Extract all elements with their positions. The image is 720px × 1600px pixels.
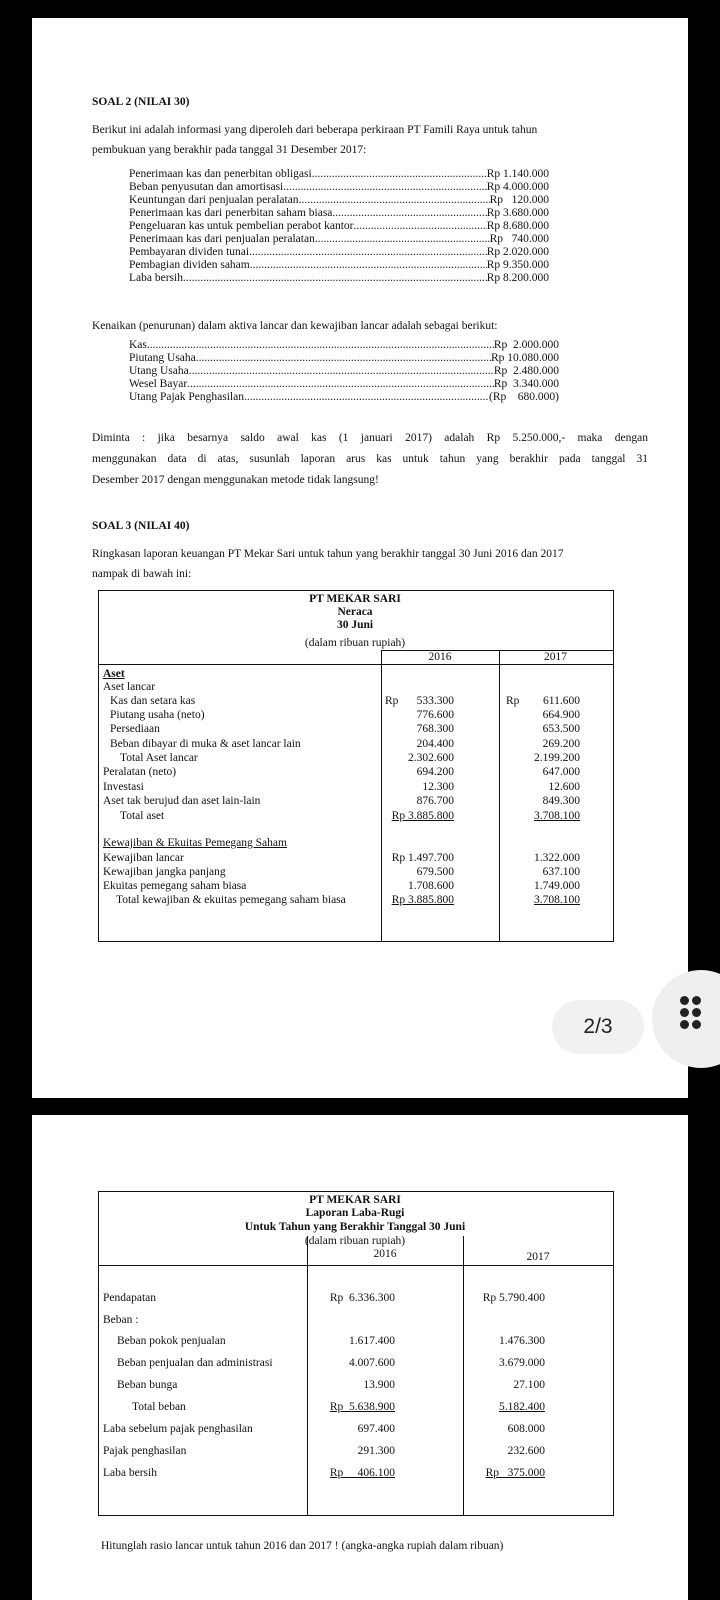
table-cell: 768.300 bbox=[416, 723, 454, 735]
table-row-label: Piutang usaha (neto) bbox=[110, 709, 205, 721]
table-cell: 5.182.400 bbox=[499, 1401, 545, 1413]
neraca-date: 30 Juni bbox=[336, 619, 374, 631]
list-item: Pembagian dividen saham ..... Rp 9.350.000 bbox=[129, 258, 549, 272]
labarugi-title: Laporan Laba-Rugi bbox=[305, 1207, 405, 1219]
table-cell: 1.617.400 bbox=[349, 1335, 395, 1347]
table-row-label: Total beban bbox=[132, 1401, 186, 1413]
list-item: Kas ..... Rp 2.000.000 bbox=[129, 338, 559, 352]
asset-lancar-label: Aset lancar bbox=[103, 681, 156, 693]
table-cell: 27.100 bbox=[513, 1379, 545, 1391]
table-row-label: Kas dan setara kas bbox=[110, 695, 196, 707]
page-indicator: 2/3 bbox=[552, 1000, 644, 1054]
table-cell: Rp 1.497.700 bbox=[391, 852, 454, 864]
table-cell: 291.300 bbox=[357, 1445, 395, 1457]
table-row-label: Pendapatan bbox=[103, 1292, 157, 1304]
table-row-label: Beban pokok penjualan bbox=[117, 1335, 226, 1347]
table-row-label: Peralatan (neto) bbox=[103, 766, 177, 778]
table-cell: 611.600 bbox=[543, 695, 580, 707]
table-cell: 12.600 bbox=[548, 781, 580, 793]
table-row-label: Beban penjualan dan administrasi bbox=[117, 1357, 273, 1369]
table-cell: 12.300 bbox=[422, 781, 454, 793]
changes-intro: Kenaikan (penurunan) dalam aktiva lancar dan kewajiban lancar adalah sebagai berikut: bbox=[92, 320, 498, 332]
soal2-intro-line1: Berikut ini adalah informasi yang diperoleh dari beberapa perkiraan PT Famili Raya untuk tahun bbox=[92, 124, 538, 136]
table-row-label: Investasi bbox=[103, 781, 144, 793]
table-row-label: Total Aset lancar bbox=[120, 752, 198, 764]
table-cell: 647.000 bbox=[542, 766, 580, 778]
table-cell: 653.500 bbox=[542, 723, 580, 735]
neraca-title: Neraca bbox=[337, 606, 373, 618]
table-cell: 4.007.600 bbox=[349, 1357, 395, 1369]
table-cell: Rp 5.790.400 bbox=[482, 1292, 545, 1304]
list-item: Utang Usaha ..... Rp 2.480.000 bbox=[129, 364, 559, 378]
table-cell: 1.322.000 bbox=[534, 852, 580, 864]
table-cell: 2.199.200 bbox=[534, 752, 580, 764]
table-cell: 3.679.000 bbox=[499, 1357, 545, 1369]
neraca-year-2016: 2016 bbox=[428, 651, 452, 663]
table-row-label: Aset tak berujud dan aset lain-lain bbox=[103, 795, 261, 807]
labarugi-company: PT MEKAR SARI bbox=[309, 1194, 401, 1206]
table-cell: 269.200 bbox=[542, 738, 580, 750]
table-cell: 776.600 bbox=[416, 709, 454, 721]
currency-label: Rp bbox=[506, 695, 520, 707]
table-cell: 1.476.300 bbox=[499, 1335, 545, 1347]
table-row-label: Kewajiban jangka panjang bbox=[103, 866, 226, 878]
dots-icon bbox=[680, 996, 689, 1005]
table-cell: 697.400 bbox=[357, 1423, 395, 1435]
list-item: Penerimaan kas dari penerbitan saham biasa ..... Rp 3.680.000 bbox=[129, 206, 549, 220]
table-cell: 664.900 bbox=[542, 709, 580, 721]
table-row-label: Ekuitas pemegang saham biasa bbox=[103, 880, 247, 892]
labarugi-year-2016: 2016 bbox=[373, 1248, 397, 1260]
table-cell: Rp 6.336.300 bbox=[329, 1292, 395, 1304]
table-cell: 608.000 bbox=[507, 1423, 545, 1435]
neraca-company: PT MEKAR SARI bbox=[309, 593, 401, 605]
list-item: Penerimaan kas dari penjualan peralatan ..... Rp 740.000 bbox=[129, 232, 549, 246]
table-row-label: Total kewajiban & ekuitas pemegang saham biasa bbox=[116, 894, 346, 906]
list-item: Pembayaran dividen tunai ..... Rp 2.020.000 bbox=[129, 245, 549, 259]
table-cell: Rp 5.638.900 bbox=[329, 1401, 395, 1413]
table-row-label: Laba bersih bbox=[103, 1467, 157, 1479]
table-row-label: Beban : bbox=[103, 1314, 139, 1326]
section-liabilities: Kewajiban & Ekuitas Pemegang Saham bbox=[103, 837, 287, 849]
table-row-label: Total aset bbox=[120, 810, 165, 822]
section-asset: Aset bbox=[103, 668, 125, 680]
list-item: Keuntungan dari penjualan peralatan ..... Rp 120.000 bbox=[129, 193, 549, 207]
instruction: Diminta : jika besarnya saldo awal kas (1 januari 2017) adalah Rp 5.250.000,- maka dengan menggunakan data di atas, susunlah laporan arus kas untuk tahun yang berakhir pada tanggal 31 Desember 2017 dengan menggunakan metode tidak langsung! bbox=[92, 432, 648, 486]
table-cell: 694.200 bbox=[416, 766, 454, 778]
table-cell: Rp 3.885.800 bbox=[391, 810, 454, 822]
table-cell: 204.400 bbox=[416, 738, 454, 750]
table-cell: Rp 375.000 bbox=[485, 1467, 545, 1479]
table-cell: 3.708.100 bbox=[534, 894, 580, 906]
table-row-label: Laba sebelum pajak penghasilan bbox=[103, 1423, 253, 1435]
table-cell: 849.300 bbox=[542, 795, 580, 807]
list-item: Wesel Bayar ..... Rp 3.340.000 bbox=[129, 377, 559, 391]
currency-label: Rp bbox=[385, 695, 399, 707]
table-cell: 1.708.600 bbox=[408, 880, 454, 892]
list-item: Pengeluaran kas untuk pembelian perabot kantor ..... Rp 8.680.000 bbox=[129, 219, 549, 233]
soal3-intro-line2: nampak di bawah ini: bbox=[92, 568, 192, 580]
table-row-label: Kewajiban lancar bbox=[103, 852, 184, 864]
list-item: Penerimaan kas dan penerbitan obligasi ..... Rp 1.140.000 bbox=[129, 167, 549, 181]
table-cell: 637.100 bbox=[542, 866, 580, 878]
table-cell: 3.708.100 bbox=[534, 810, 580, 822]
soal3-intro-line1: Ringkasan laporan keuangan PT Mekar Sari untuk tahun yang berakhir tanggal 30 Juni 2016 dan 2017 bbox=[92, 548, 564, 560]
table-cell: 232.600 bbox=[507, 1445, 545, 1457]
table-cell: Rp 3.885.800 bbox=[391, 894, 454, 906]
list-item: Utang Pajak Penghasilan ..... (Rp 680.000) bbox=[129, 390, 559, 404]
labarugi-year-2017: 2017 bbox=[526, 1251, 550, 1263]
table-cell: 13.900 bbox=[363, 1379, 395, 1391]
table-cell: 533.300 bbox=[416, 695, 454, 707]
table-cell: 2.302.600 bbox=[408, 752, 454, 764]
table-cell: 1.749.000 bbox=[534, 880, 580, 892]
list-item: Laba bersih ..... Rp 8.200.000 bbox=[129, 271, 549, 285]
table-row-label: Pajak penghasilan bbox=[103, 1445, 187, 1457]
document-page-2 bbox=[32, 1115, 688, 1600]
soal3-heading: SOAL 3 (NILAI 40) bbox=[92, 520, 190, 532]
list-item: Beban penyusutan dan amortisasi ..... Rp 4.000.000 bbox=[129, 180, 549, 194]
labarugi-unit: (dalam ribuan rupiah) bbox=[304, 1235, 406, 1247]
list-item: Piutang Usaha ..... Rp 10.080.000 bbox=[129, 351, 559, 365]
document-page-1 bbox=[32, 18, 688, 1098]
table-cell: 679.500 bbox=[416, 866, 454, 878]
table-cell: 876.700 bbox=[416, 795, 454, 807]
soal2-heading: SOAL 2 (NILAI 30) bbox=[92, 96, 190, 108]
table-row-label: Beban dibayar di muka & aset lancar lain bbox=[110, 738, 301, 750]
table-row-label: Persediaan bbox=[110, 723, 160, 735]
soal2-intro-line2: pembukuan yang berakhir pada tanggal 31 Desember 2017: bbox=[92, 144, 367, 156]
labarugi-subtitle: Untuk Tahun yang Berakhir Tanggal 30 Juni bbox=[244, 1221, 466, 1233]
neraca-unit: (dalam ribuan rupiah) bbox=[304, 637, 406, 649]
question-text: Hitunglah rasio lancar untuk tahun 2016 dan 2017 ! (angka-angka rupiah dalam ribuan) bbox=[101, 1540, 504, 1552]
table-cell: Rp 406.100 bbox=[329, 1467, 395, 1479]
neraca-year-2017: 2017 bbox=[544, 651, 567, 663]
table-row-label: Beban bunga bbox=[117, 1379, 178, 1391]
